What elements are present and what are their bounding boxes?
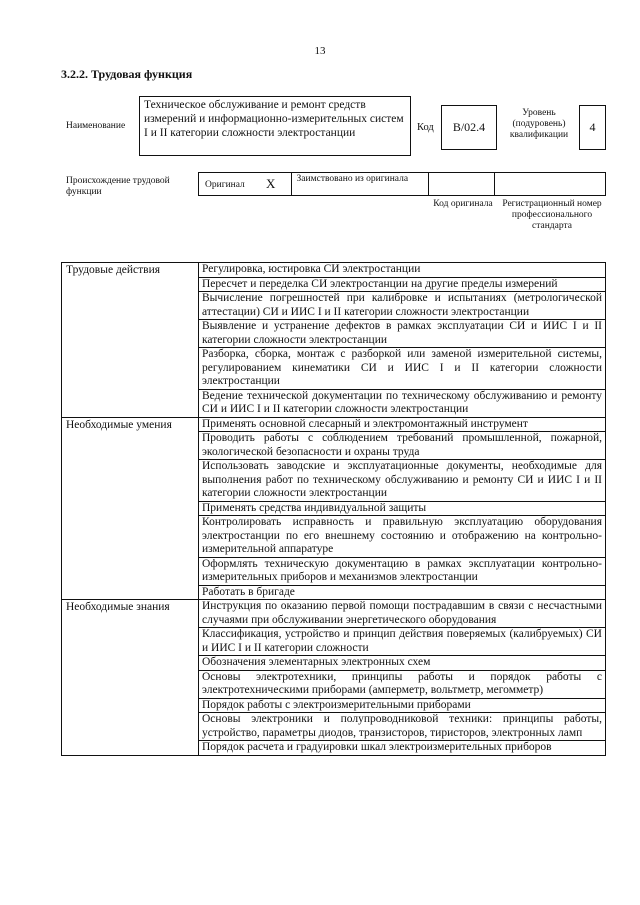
reg-number-caption: Регистрационный номер профессионального стандарта — [502, 199, 602, 231]
code-orig-cell — [429, 173, 495, 195]
origin-grid — [198, 172, 606, 196]
reg-number-cell — [495, 173, 605, 195]
original-mark: X — [266, 176, 276, 191]
category-cell: Необходимые умения — [62, 417, 199, 600]
item-cell: Основы электротехники, принципы работы и порядок работы с электротехническими приборами (амперметр, вольтметр, мегомметр) — [199, 670, 606, 698]
item-cell: Инструкция по оказанию первой помощи пострадавшим в связи с несчастными случаями при обслуживании энергетического оборудования — [199, 600, 606, 628]
level-value: 4 — [579, 105, 606, 150]
item-cell: Проводить работы с соблюдением требований промышленной, пожарной, экологической безопасности и охраны труда — [199, 432, 606, 460]
item-cell: Пересчет и переделка СИ электростанции на другие пределы измерений — [199, 277, 606, 292]
item-cell: Разборка, сборка, монтаж с разборкой или заменой измерительной системы, регулированием кинематики СИ и ИИС I и II категории сложности электростанции — [199, 348, 606, 390]
page-number: 13 — [314, 45, 326, 57]
original-label: Оригинал — [205, 180, 245, 190]
code-orig-caption: Код оригинала — [433, 199, 493, 209]
item-cell: Оформлять техническую документацию в рамках эксплуатации контрольно-измерительных приборов и механизмов электростанции — [199, 557, 606, 585]
original-cell — [199, 173, 292, 195]
item-cell: Применять средства индивидуальной защиты — [199, 501, 606, 516]
item-cell: Обозначения элементарных электронных схем — [199, 656, 606, 671]
table-row — [62, 600, 606, 628]
item-cell: Выявление и устранение дефектов в рамках эксплуатации СИ и ИИС I и II категории сложности электростанции — [199, 320, 606, 348]
item-cell: Применять основной слесарный и электромонтажный инструмент — [199, 417, 606, 432]
section-title: 3.2.2. Трудовая функция — [61, 67, 193, 81]
table-row — [62, 417, 606, 432]
item-cell: Вычисление погрешностей при калибровке и испытаниях (метрологической аттестации) СИ и ИИС I и II категории сложности электростанции — [199, 292, 606, 320]
item-cell: Регулировка, юстировка СИ электростанции — [199, 263, 606, 278]
borrowed-label: Заимствовано из оригинала — [296, 174, 409, 184]
item-cell: Порядок расчета и градуировки шкал электроизмерительных приборов — [199, 741, 606, 756]
level-label: Уровень (подуровень) квалификации — [509, 108, 569, 140]
category-cell: Трудовые действия — [62, 263, 199, 418]
code-value: B/02.4 — [441, 105, 497, 150]
item-cell: Использовать заводские и эксплуатационные документы, необходимые для выполнения работ по техническому обслуживанию и ремонту СИ и ИИС I и II категории сложности электростанции — [199, 460, 606, 502]
item-cell: Контролировать исправность и правильную эксплуатацию оборудования электростанции по его внешнему состоянию и отображению на контрольно-измерительной аппаратуре — [199, 516, 606, 558]
table-row — [62, 263, 606, 278]
item-cell: Ведение технической документации по техническому обслуживанию и ремонту СИ и ИИС I и II категории сложности электростанции — [199, 389, 606, 417]
item-cell: Основы электроники и полупроводниковой техники: принципы работы, устройство, параметры диодов, транзисторов, тиристоров, электронных ламп — [199, 713, 606, 741]
borrowed-cell — [292, 173, 429, 195]
origin-label: Происхождение трудовой функции — [66, 176, 170, 197]
code-label: Код — [417, 122, 434, 133]
item-cell: Работать в бригаде — [199, 585, 606, 600]
name-label: Наименование — [66, 121, 126, 131]
item-cell: Порядок работы с электроизмерительными приборами — [199, 698, 606, 713]
function-name: Техническое обслуживание и ремонт средств измерений и информационно-измерительных систем I и II категории сложности электростанции — [139, 96, 411, 156]
function-table — [61, 262, 606, 756]
category-cell: Необходимые знания — [62, 600, 199, 756]
item-cell: Классификация, устройство и принцип действия поверяемых (калибруемых) СИ и ИИС I и II категории сложности — [199, 628, 606, 656]
